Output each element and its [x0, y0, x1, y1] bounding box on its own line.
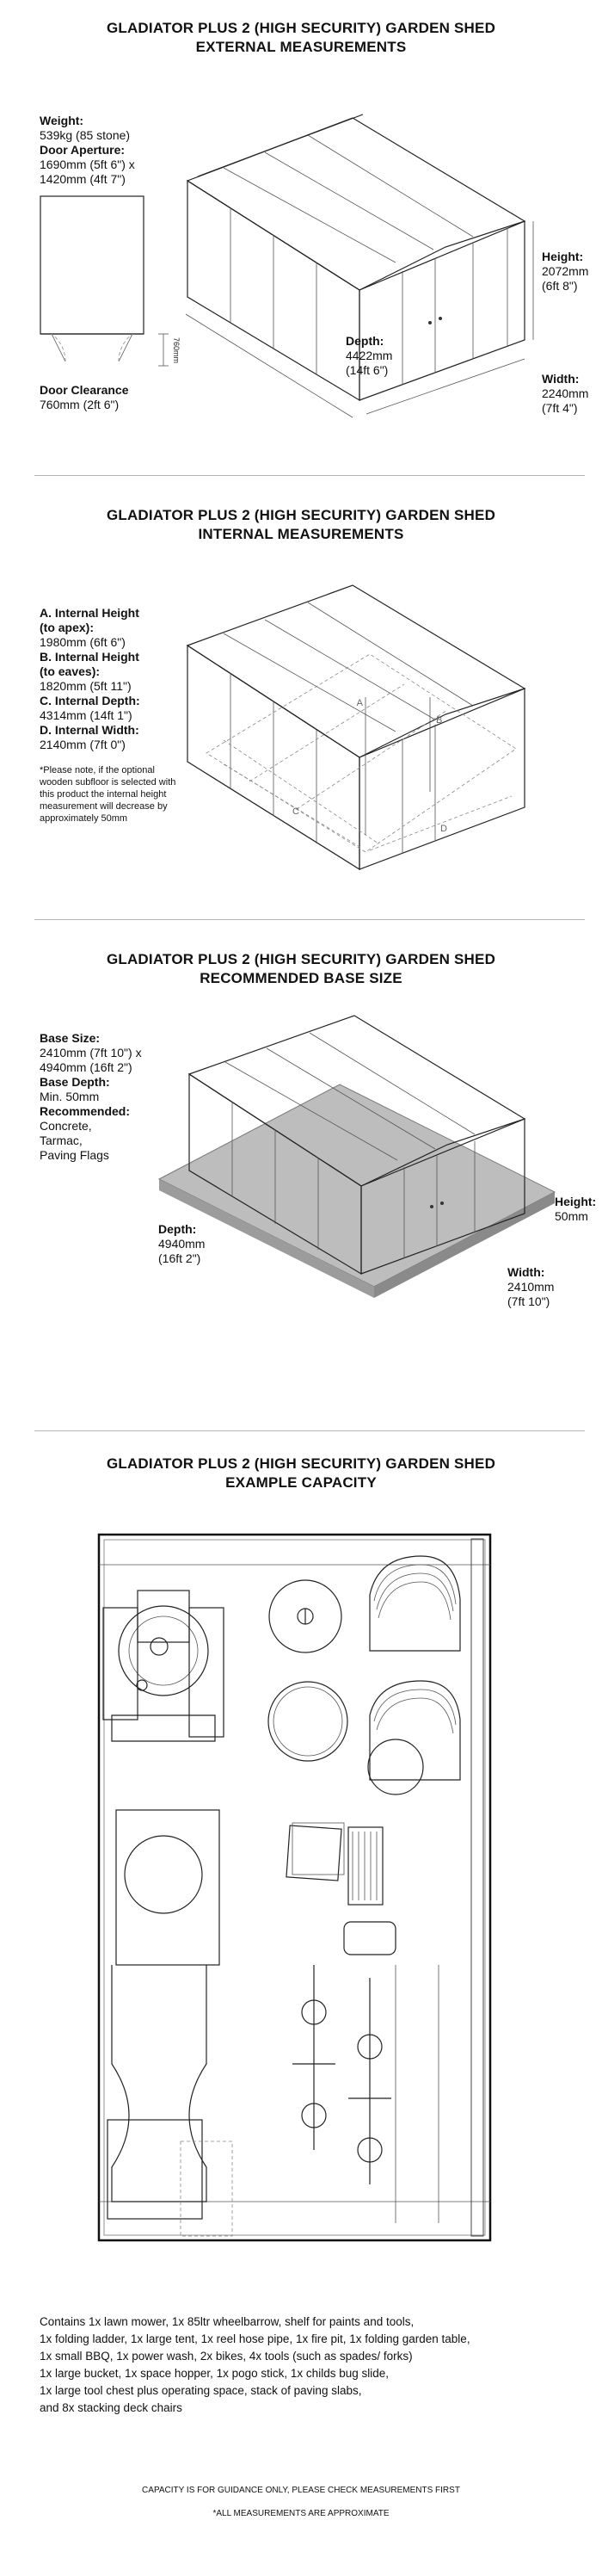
base-height-dim	[555, 1195, 596, 1224]
subfloor-note: *Please note, if the optional wooden subfloor is selected with this product the internal height measurement will decrease by approximately 50mm	[40, 765, 176, 824]
height-value: (6ft 8")	[542, 279, 578, 293]
base-dim-width-value: 2410mm	[507, 1280, 555, 1294]
base-dim-depth-value: (16ft 2")	[158, 1251, 201, 1265]
internal-height-eaves-value: 1820mm (5ft 11")	[40, 679, 132, 693]
width-value: (7ft 4")	[542, 401, 578, 415]
door-clearance-dim: 760mm	[172, 337, 181, 364]
door-aperture-label: Door Aperture:	[40, 143, 126, 157]
external-width	[542, 372, 588, 416]
width-value: 2240mm	[542, 386, 589, 400]
measurements-approx: *ALL MEASUREMENTS ARE APPROXIMATE	[212, 2509, 390, 2518]
base-specs	[40, 1031, 142, 1163]
base-title: GLADIATOR PLUS 2 (HIGH SECURITY) GARDEN SHED RECOMMENDED BASE SIZE	[106, 951, 496, 986]
section-divider	[34, 919, 585, 920]
weight-label: Weight:	[40, 114, 84, 127]
internal-marker-a: A	[356, 698, 363, 708]
door-clearance-text	[40, 383, 128, 412]
base-depth-label: Base Depth:	[40, 1075, 110, 1089]
door-aperture-value: 1420mm (4ft 7")	[40, 172, 126, 186]
internal-width-label: D. Internal Width:	[40, 723, 139, 737]
internal-shed-drawing	[172, 577, 533, 886]
recommended-value: Tarmac,	[40, 1134, 83, 1147]
door-clearance-label: Door Clearance	[40, 383, 129, 397]
recommended-value: Paving Flags	[40, 1148, 109, 1162]
section-divider	[34, 475, 585, 476]
height-value: 2072mm	[542, 264, 589, 278]
base-dim-width-value: (7ft 10")	[507, 1294, 550, 1308]
depth-value: (14ft 6")	[346, 363, 389, 377]
external-height	[542, 250, 588, 293]
base-dim-height-value: 50mm	[555, 1209, 588, 1223]
internal-depth-value: 4314mm (14ft 1")	[40, 708, 132, 722]
internal-marker-c: C	[292, 806, 299, 817]
internal-height-apex-value: 1980mm (6ft 6")	[40, 635, 126, 649]
capacity-title: GLADIATOR PLUS 2 (HIGH SECURITY) GARDEN SHED EXAMPLE CAPACITY	[106, 1455, 496, 1491]
base-depth-value: Min. 50mm	[40, 1090, 100, 1103]
base-depth-dim	[158, 1222, 205, 1266]
internal-specs	[40, 606, 186, 825]
external-specs	[40, 114, 135, 187]
base-shed-drawing	[155, 1016, 559, 1300]
depth-label: Depth:	[346, 334, 384, 348]
internal-title: GLADIATOR PLUS 2 (HIGH SECURITY) GARDEN SHED INTERNAL MEASUREMENTS	[106, 507, 496, 542]
base-size-value: 4940mm (16ft 2")	[40, 1060, 132, 1074]
capacity-guidance: CAPACITY IS FOR GUIDANCE ONLY, PLEASE CHECK MEASUREMENTS FIRST	[142, 2486, 460, 2495]
door-clearance-value: 760mm (2ft 6")	[40, 398, 120, 411]
section-divider	[34, 1430, 585, 1431]
internal-marker-b: B	[436, 715, 443, 726]
width-label: Width:	[542, 372, 580, 386]
base-dim-depth-label: Depth:	[158, 1222, 197, 1236]
external-depth	[346, 334, 392, 378]
base-dim-depth-value: 4940mm	[158, 1237, 206, 1251]
base-dim-height-label: Height:	[555, 1195, 597, 1208]
internal-height-apex-label: (to apex):	[40, 621, 94, 634]
internal-height-apex-label: A. Internal Height	[40, 606, 139, 620]
internal-height-eaves-label: (to eaves):	[40, 664, 101, 678]
weight-value: 539kg (85 stone)	[40, 128, 131, 142]
base-size-value: 2410mm (7ft 10") x	[40, 1046, 142, 1059]
internal-width-value: 2140mm (7ft 0")	[40, 738, 126, 751]
base-size-label: Base Size:	[40, 1031, 101, 1045]
capacity-floorplan	[95, 1530, 499, 2245]
base-width-dim	[507, 1265, 554, 1309]
depth-value: 4422mm	[346, 349, 393, 362]
recommended-value: Concrete,	[40, 1119, 92, 1133]
door-aperture-value: 1690mm (5ft 6") x	[40, 158, 135, 171]
capacity-contents: Contains 1x lawn mower, 1x 85ltr wheelbarrow, shelf for paints and tools, 1x folding ladder, 1x large tent, 1x reel hose pipe, 1x fire pit, 1x folding garden table, 1x small BBQ, 1x power wash, 2x bikes, 4x tools (such as spades/ forks) 1x large bucket, 1x space hopper, 1x pogo stick, 1x childs bug slide, 1x large tool chest plus operating space, stack of paving slabs, and 8x stacking deck chairs	[40, 2315, 470, 2414]
height-label: Height:	[542, 250, 584, 263]
door-clearance-diagram	[34, 194, 181, 374]
external-title: GLADIATOR PLUS 2 (HIGH SECURITY) GARDEN SHED EXTERNAL MEASUREMENTS	[106, 20, 496, 55]
recommended-label: Recommended:	[40, 1104, 131, 1118]
internal-marker-d: D	[440, 824, 447, 834]
internal-height-eaves-label: B. Internal Height	[40, 650, 139, 664]
internal-depth-label: C. Internal Depth:	[40, 694, 140, 707]
base-dim-width-label: Width:	[507, 1265, 545, 1279]
